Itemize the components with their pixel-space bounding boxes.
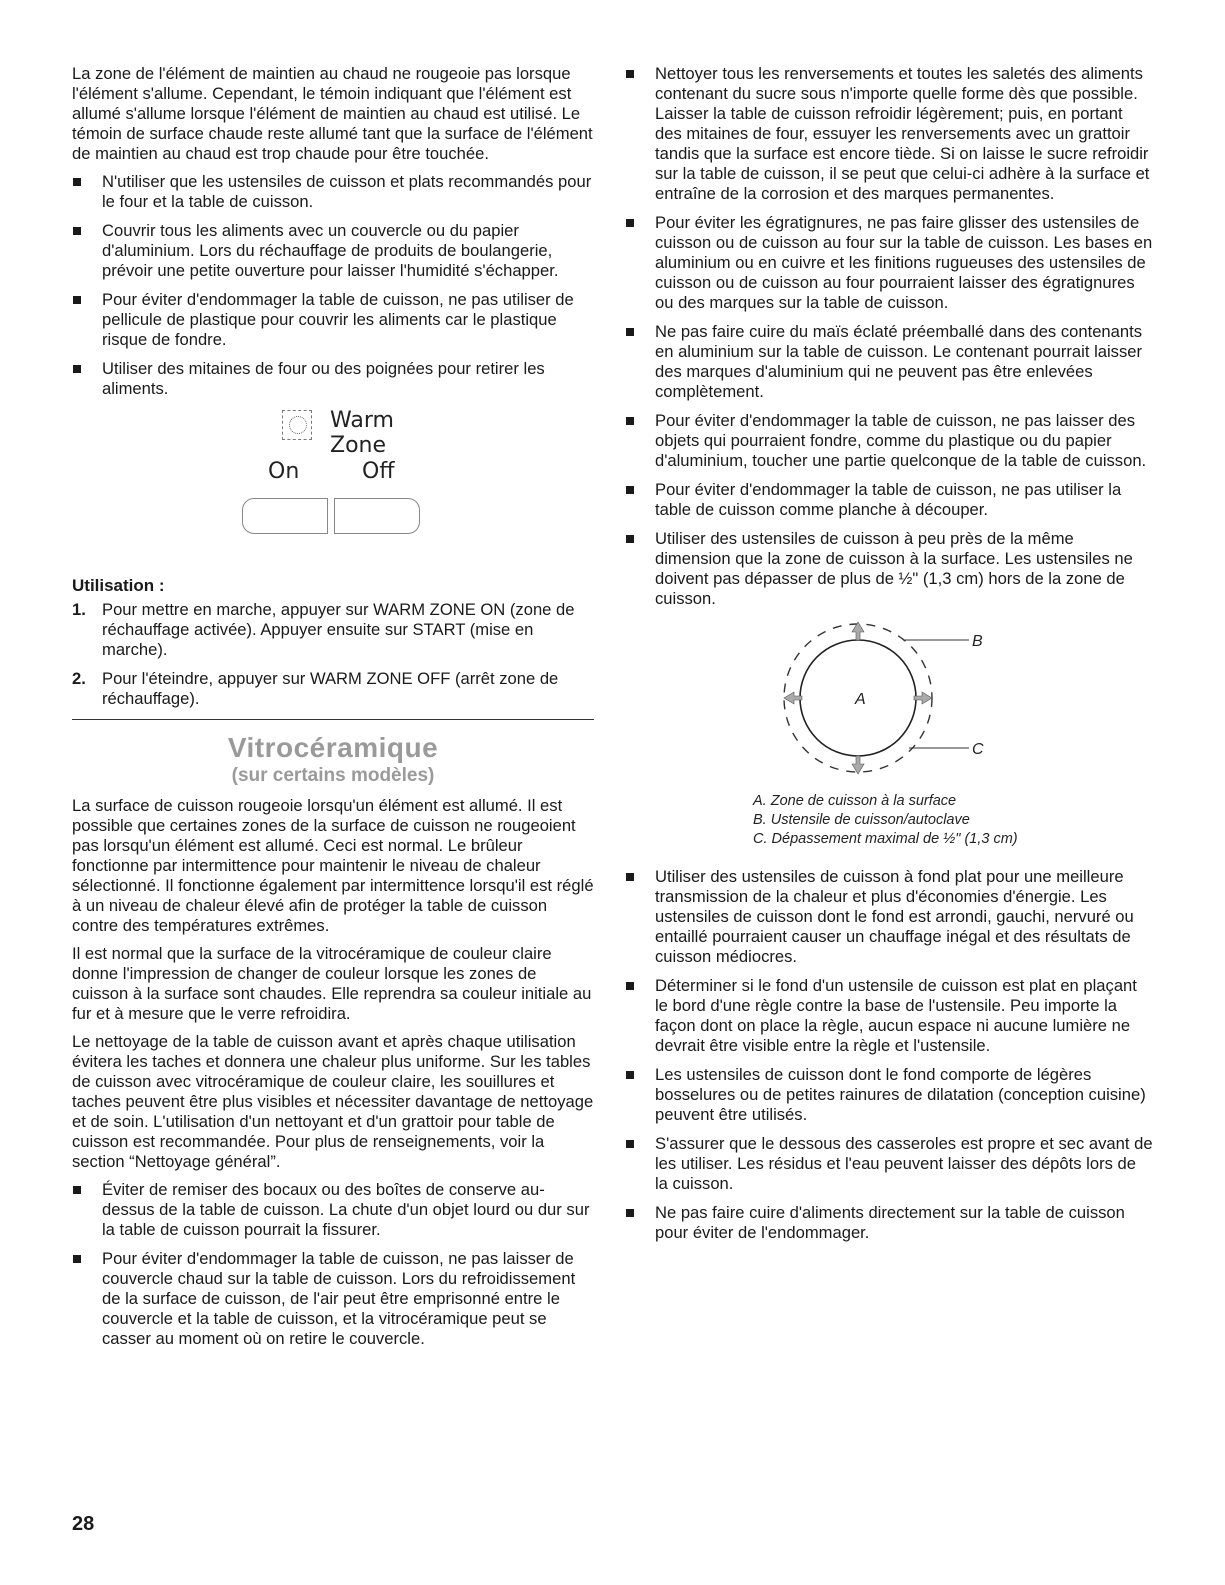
warm-zone-on-key-drawing <box>242 498 328 534</box>
warm-zone-off-label: Off <box>362 459 395 484</box>
section-subtitle: (sur certains modèles) <box>231 765 435 786</box>
usage-steps <box>72 600 594 709</box>
list-item: Pour éviter d'endommager la table de cuisson, ne pas laisser de couvercle chaud sur la table de cuisson. Lors du refroidissement de la surface de cuisson, de l'air peut être emprisonné entre le couvercle et la table de cuisson, et la vitrocéramique peut se casser au moment où on retire le couvercle. <box>72 1249 594 1349</box>
bullet-list-care <box>625 64 1153 609</box>
left-column <box>72 64 594 1358</box>
list-item: Utiliser des ustensiles de cuisson à fond plat pour une meilleure transmission de la chaleur et plus d'économies d'énergie. Les ustensiles de cuisson dont le fond est arrondi, gauchi, nervuré ou entaillé pourraient causer un chauffage inégal et des résultats de cuisson médiocres. <box>625 867 1153 967</box>
diagram-caption <box>625 792 1153 849</box>
paragraph: Le nettoyage de la table de cuisson avant et après chaque utilisation évitera les taches et donnera une chaleur plus uniforme. Sur les tables de cuisson avec vitrocéramique de couleur claire, les souillures et taches peuvent être plus visibles et nécessiter davantage de nettoyage et de soin. L'utilisation d'un nettoyant et d'un grattoir pour table de cuisson est recommandée. Pour plus de renseignements, voir la section “Nettoyage général”. <box>72 1032 594 1171</box>
arrow-right-icon <box>914 692 932 704</box>
list-item: Les ustensiles de cuisson dont le fond comporte de légères bosselures ou de petites rainures de dilatation (conception cuisine) peuvent être utilisés. <box>625 1065 1153 1125</box>
list-item: N'utiliser que les ustensiles de cuisson et plats recommandés pour le four et la table de cuisson. <box>72 172 594 212</box>
label-a: A <box>855 691 866 708</box>
list-item: Ne pas faire cuire du maïs éclaté préemballé dans des contenants en aluminium sur la table de cuisson. Le contenant pourrait laisser des marques d'aluminium qui ne peuvent pas être enlevées complètement. <box>625 322 1153 402</box>
caption-line: C. Dépassement maximal de ½" (1,3 cm) <box>753 831 1018 847</box>
list-item: Ne pas faire cuire d'aliments directement sur la table de cuisson pour éviter de l'endommager. <box>625 1203 1153 1243</box>
list-item: Déterminer si le fond d'un ustensile de cuisson est plat en plaçant le bord d'une règle contre la base de l'ustensile. Peu importe la façon dont on place la règle, aucun espace ni aucune lumière ne devrait être visible entre la règle et l'ustensile. <box>625 976 1153 1056</box>
cookware-size-diagram <box>625 618 1153 788</box>
list-item: Utiliser des mitaines de four ou des poignées pour retirer les aliments. <box>72 359 594 399</box>
label-b: B <box>972 633 983 650</box>
list-item: S'assurer que le dessous des casseroles est propre et sec avant de les utiliser. Les résidus et l'eau peuvent laisser des dépôts lors de la cuisson. <box>625 1134 1153 1194</box>
list-item: Pour éviter les égratignures, ne pas faire glisser des ustensiles de cuisson ou de cuisson au four sur la table de cuisson. Les bases en aluminium ou en cuivre et les finitions rugueuses des ustensiles de cuisson ou de cuisson au four pourraient laisser des égratignures ou des marques sur la table de cuisson. <box>625 213 1153 313</box>
caption-line: A. Zone de cuisson à la surface <box>753 793 957 809</box>
bullet-list-cookware <box>625 867 1153 1243</box>
caption-line: B. Ustensile de cuisson/autoclave <box>753 812 970 828</box>
list-item: Couvrir tous les aliments avec un couvercle ou du papier d'aluminium. Lors du réchauffage de produits de boulangerie, prévoir une petite ouverture pour laisser l'humidité s'échapper. <box>72 221 594 281</box>
warm-zone-label: Warm Zone <box>330 408 394 458</box>
warm-zone-indicator-icon <box>282 410 312 440</box>
warm-zone-off-key-drawing <box>334 498 420 534</box>
cookware-size-diagram-svg <box>625 618 1153 788</box>
section-title: Vitrocéramique <box>227 732 439 763</box>
list-item: Utiliser des ustensiles de cuisson à peu près de la même dimension que la zone de cuisson à la surface. Les ustensiles ne doivent pas dépasser de plus de ½" (1,3 cm) hors de la zone de cuisson. <box>625 529 1153 609</box>
right-column <box>625 64 1153 1252</box>
section-divider <box>72 719 594 720</box>
paragraph: La surface de cuisson rougeoie lorsqu'un élément est allumé. Il est possible que certaines zones de la surface de cuisson ne rougeoient pas lorsqu'un élément est allumé. Ceci est normal. Le brûleur fonctionne par intermittence pour maintenir le niveau de chaleur sélectionné. Il fonctionne également par intermittence lorsqu'il est réglé à un niveau de chaleur élevé afin de protéger la table de cuisson contre des températures extrêmes. <box>72 796 594 935</box>
list-item: Pour éviter d'endommager la table de cuisson, ne pas laisser des objets qui pourraient fondre, comme du plastique ou du papier d'aluminium, toucher une partie quelconque de la table de cuisson. <box>625 411 1153 471</box>
usage-heading: Utilisation : <box>72 576 165 595</box>
label-c: C <box>972 741 984 758</box>
list-item: 2. Pour l'éteindre, appuyer sur WARM ZONE OFF (arrêt zone de réchauffage). <box>72 669 559 708</box>
intro-paragraph: La zone de l'élément de maintien au chaud ne rougeoie pas lorsque l'élément s'allume. Cependant, le témoin indiquant que l'élément est allumé s'allume lorsque l'élément de maintien au chaud est utilisé. Le témoin de surface chaude reste allumé tant que la surface de l'élément de maintien au chaud est trop chaude pour être touchée. <box>72 64 593 163</box>
list-item: Éviter de remiser des bocaux ou des boîtes de conserve au-dessus de la table de cuisson. La chute d'un objet lourd ou dur sur la table de cuisson pourrait la fissurer. <box>72 1180 594 1240</box>
arrow-left-icon <box>784 692 802 704</box>
list-item: Nettoyer tous les renversements et toutes les saletés des aliments contenant du sucre sous n'importe quelle forme dès que possible. Laisser la table de cuisson refroidir légèrement; puis, en portant des mitaines de four, essuyer les renversements avec un grattoir tandis que la surface est encore tiède. Si on laisse le sucre refroidir sur la table de cuisson, il se peut que celui-ci adhère à la surface et entraîne de la corrosion et des marques permanentes. <box>625 64 1153 204</box>
page-number: 28 <box>72 1513 95 1535</box>
bullet-list-ceramic <box>72 1180 594 1349</box>
list-item: Pour éviter d'endommager la table de cuisson, ne pas utiliser de pellicule de plastique pour couvrir les aliments car le plastique risque de fondre. <box>72 290 594 350</box>
list-item: Pour éviter d'endommager la table de cuisson, ne pas utiliser la table de cuisson comme planche à découper. <box>625 480 1153 520</box>
warm-zone-on-label: On <box>268 459 300 484</box>
bullet-list-warm-zone <box>72 172 594 399</box>
list-item: 1. Pour mettre en marche, appuyer sur WARM ZONE ON (zone de réchauffage activée). Appuyer ensuite sur START (mise en marche). <box>72 600 575 659</box>
paragraph: Il est normal que la surface de la vitrocéramique de couleur claire donne l'impression de changer de couleur lorsque les zones de cuisson à la surface sont chaudes. Elle reprendra sa couleur initiale au fur et à mesure que le verre refroidira. <box>72 944 592 1023</box>
warm-zone-control-figure <box>72 408 594 558</box>
